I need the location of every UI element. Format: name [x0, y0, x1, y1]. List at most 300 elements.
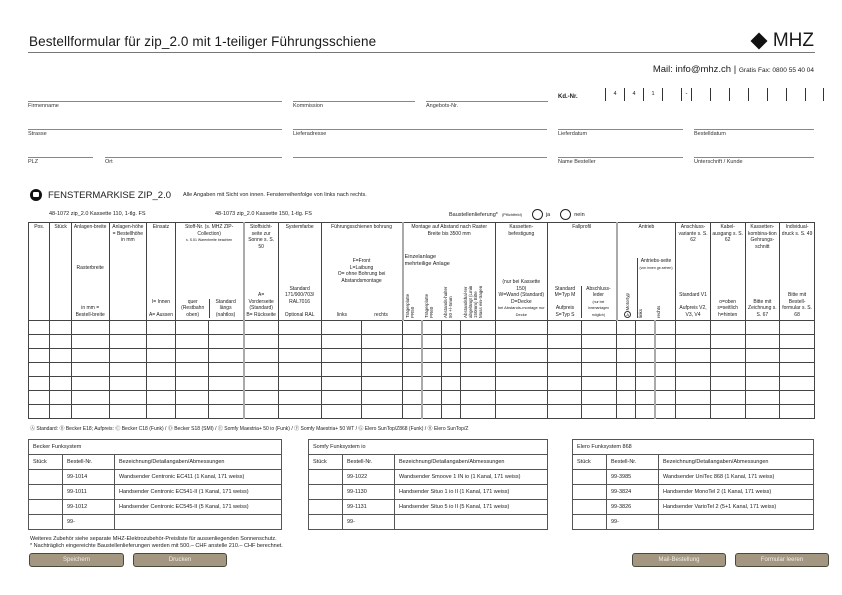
fallprofil-standard: Standard M=Typ M: [554, 285, 576, 298]
unterschrift-label: Unterschrift / Kunde: [694, 159, 743, 165]
order-row: [29, 405, 815, 419]
system-item-row: [29, 485, 282, 500]
order-cell[interactable]: [780, 391, 815, 405]
bohrung-ohne: O= ohne Bohrung bei Abstandsmontage: [337, 271, 386, 284]
quantity-input[interactable]: [573, 485, 607, 500]
order-cell[interactable]: [29, 363, 50, 377]
order-cell[interactable]: [780, 405, 815, 419]
order-cell[interactable]: [362, 377, 403, 391]
order-cell[interactable]: [617, 349, 636, 363]
radio-nein[interactable]: [560, 209, 571, 220]
name-besteller-field[interactable]: [558, 157, 683, 165]
order-cell[interactable]: [29, 377, 50, 391]
order-cell[interactable]: [655, 363, 675, 377]
kdnr-digit[interactable]: [805, 88, 824, 101]
order-cell[interactable]: [209, 349, 244, 363]
order-cell[interactable]: [244, 363, 279, 377]
order-number: 99-1012: [63, 500, 115, 515]
kdnr-digit[interactable]: 4: [624, 88, 643, 101]
order-cell[interactable]: [745, 349, 780, 363]
quantity-input[interactable]: [29, 500, 63, 515]
order-cell[interactable]: [676, 363, 711, 377]
abschlussleder-hint: (nur bei Innenanlagen möglich): [587, 299, 610, 317]
order-cell[interactable]: [29, 405, 50, 419]
kdnr-digit[interactable]: 4: [605, 88, 624, 101]
order-cell[interactable]: [109, 405, 147, 419]
order-cell[interactable]: [209, 377, 244, 391]
item-description: Wandsender Smoove 1 IN io (1 Kanal, 171 weiss): [395, 470, 548, 485]
order-cell[interactable]: [582, 321, 617, 335]
system-header-row: [573, 455, 814, 470]
order-cell[interactable]: [617, 335, 636, 349]
order-cell[interactable]: [50, 405, 71, 419]
order-cell[interactable]: [175, 405, 209, 419]
order-cell[interactable]: [175, 391, 209, 405]
table-header-row: [29, 223, 815, 321]
order-cell[interactable]: [278, 391, 321, 405]
quantity-input[interactable]: [573, 515, 607, 530]
order-cell[interactable]: [321, 363, 362, 377]
montage-einzel: Einzelanlage: [404, 254, 437, 260]
order-cell[interactable]: [582, 349, 617, 363]
order-cell[interactable]: [50, 363, 71, 377]
kombi-note: Bitte mit Zeichnung s. S. 67: [748, 298, 777, 318]
order-cell[interactable]: [422, 349, 441, 363]
order-cell[interactable]: [422, 335, 441, 349]
order-cell[interactable]: [582, 391, 617, 405]
antriebsseite-hint: (von innen ge-sehen): [639, 265, 673, 270]
order-cell[interactable]: [403, 363, 422, 377]
order-cell[interactable]: [422, 391, 441, 405]
order-cell[interactable]: [244, 405, 279, 419]
order-cell[interactable]: [676, 377, 711, 391]
angebots-nr-field[interactable]: [426, 101, 548, 109]
order-cell[interactable]: [109, 335, 147, 349]
order-cell[interactable]: [175, 321, 209, 335]
order-cell[interactable]: [441, 363, 460, 377]
order-cell[interactable]: [244, 377, 279, 391]
firmenname-field[interactable]: [28, 101, 282, 109]
product-kassette-150: 48-1073 zip_2.0 Kassette 150, 1-tlg. FS: [215, 211, 312, 217]
radio-ja[interactable]: [532, 209, 543, 220]
order-cell[interactable]: [582, 377, 617, 391]
order-cell[interactable]: [321, 391, 362, 405]
col-pos: [29, 223, 50, 321]
order-cell[interactable]: [362, 321, 403, 335]
order-cell[interactable]: [278, 377, 321, 391]
order-cell[interactable]: [321, 349, 362, 363]
order-cell[interactable]: [617, 321, 636, 335]
order-cell[interactable]: [582, 405, 617, 419]
order-cell[interactable]: [403, 321, 422, 335]
print-button[interactable]: Drucken: [133, 553, 227, 567]
order-cell[interactable]: [461, 377, 496, 391]
order-cell[interactable]: [655, 349, 675, 363]
order-cell[interactable]: [321, 335, 362, 349]
order-cell[interactable]: [710, 377, 745, 391]
order-cell[interactable]: [50, 391, 71, 405]
order-cell[interactable]: [461, 363, 496, 377]
item-description[interactable]: [115, 515, 282, 530]
order-cell[interactable]: [244, 349, 279, 363]
system-item-row: [309, 500, 548, 515]
order-cell[interactable]: [676, 405, 711, 419]
kdnr-digit[interactable]: [662, 88, 681, 101]
becker-table: [28, 439, 282, 530]
order-number: 99-1022: [343, 470, 395, 485]
system-title-row: [29, 440, 282, 455]
order-cell[interactable]: [710, 321, 745, 335]
breite-label: Anlagen-breite: [73, 224, 107, 230]
order-cell[interactable]: [71, 391, 109, 405]
order-cell[interactable]: [441, 377, 460, 391]
plz-label: PLZ: [28, 159, 39, 165]
quantity-input[interactable]: [309, 485, 343, 500]
page-title: Bestellformular für zip_2.0 mit 1-teiliger Führungsschiene: [29, 34, 377, 49]
order-cell[interactable]: [209, 391, 244, 405]
order-cell[interactable]: [655, 335, 675, 349]
order-cell[interactable]: [278, 405, 321, 419]
order-number: 99-3985: [607, 470, 659, 485]
strasse-field[interactable]: [28, 129, 282, 137]
order-cell[interactable]: [422, 377, 441, 391]
order-cell[interactable]: [547, 363, 582, 377]
order-number[interactable]: 99-: [607, 515, 659, 530]
order-cell[interactable]: [71, 363, 109, 377]
order-cell[interactable]: [175, 349, 209, 363]
baustelle-label: Baustellenlieferung*: [449, 211, 498, 218]
product-kassette-110: 48-1072 zip_2.0 Kassette 110, 1-tlg. FS: [49, 211, 146, 217]
order-cell[interactable]: [780, 377, 815, 391]
montage-mehrteilig: mehrteilige Anlage: [404, 260, 450, 267]
order-cell[interactable]: [710, 405, 745, 419]
kassette-decke: D=Decke: [510, 298, 532, 305]
order-cell[interactable]: [175, 363, 209, 377]
save-button[interactable]: Speichern: [29, 553, 124, 567]
bohrung-rechts: rechts: [374, 311, 388, 318]
item-description[interactable]: [395, 515, 548, 530]
order-cell[interactable]: [362, 335, 403, 349]
order-cell[interactable]: [147, 405, 176, 419]
order-cell[interactable]: [461, 349, 496, 363]
order-cell[interactable]: [745, 363, 780, 377]
order-cell[interactable]: [495, 321, 547, 335]
unterschrift-field[interactable]: [694, 157, 814, 165]
system-title: Somfy Funksystem io: [309, 440, 548, 455]
system-column-header: Bestell-Nr.: [343, 455, 395, 470]
order-number: 99-3826: [607, 500, 659, 515]
system-column-header: Bestell-Nr.: [607, 455, 659, 470]
item-description[interactable]: [659, 515, 814, 530]
order-cell[interactable]: [147, 321, 176, 335]
order-cell[interactable]: [676, 349, 711, 363]
order-cell[interactable]: [547, 391, 582, 405]
kdnr-digit[interactable]: 1: [643, 88, 662, 101]
order-cell[interactable]: [710, 391, 745, 405]
col-montage: [403, 223, 496, 321]
mail-order-button[interactable]: Mail-Bestellung: [632, 553, 726, 567]
order-cell[interactable]: [362, 349, 403, 363]
col-druck: [780, 223, 815, 321]
system-item-row: [573, 470, 814, 485]
system-header-row: [29, 455, 282, 470]
order-cell[interactable]: [422, 321, 441, 335]
clear-form-button[interactable]: Formular leeren: [735, 553, 829, 567]
einsatz-innen: I= Innen: [151, 298, 171, 305]
order-cell[interactable]: [175, 377, 209, 391]
order-cell[interactable]: [71, 377, 109, 391]
traegerplatte-pr50: Trägerplatte PR50: [404, 293, 415, 318]
quantity-input[interactable]: [29, 470, 63, 485]
order-cell[interactable]: [461, 335, 496, 349]
order-cell[interactable]: [71, 321, 109, 335]
order-cell[interactable]: [147, 363, 176, 377]
order-cell[interactable]: [50, 349, 71, 363]
col-antrieb: [617, 223, 676, 321]
order-cell[interactable]: [278, 363, 321, 377]
order-cell[interactable]: [745, 405, 780, 419]
stoff-hint: s. S.51 Warenbreite beachten: [186, 238, 233, 242]
order-cell[interactable]: [71, 335, 109, 349]
ort-field[interactable]: [105, 157, 282, 165]
system-item-row: [573, 485, 814, 500]
option-nein[interactable]: [560, 209, 584, 220]
order-cell[interactable]: [209, 405, 244, 419]
elero-table: [572, 439, 814, 530]
order-cell[interactable]: [403, 349, 422, 363]
order-cell[interactable]: [780, 363, 815, 377]
order-cell[interactable]: [147, 335, 176, 349]
contact-fax: Gratis Fax: 0800 55 40 04: [738, 67, 814, 74]
order-cell[interactable]: [362, 405, 403, 419]
order-cell[interactable]: [50, 377, 71, 391]
order-number[interactable]: 99-: [63, 515, 115, 530]
order-cell[interactable]: [50, 321, 71, 335]
order-row: [29, 349, 815, 363]
col-farbe: [278, 223, 321, 321]
order-cell[interactable]: [321, 321, 362, 335]
order-number[interactable]: 99-: [343, 515, 395, 530]
system-item-row: [29, 515, 282, 530]
order-cell[interactable]: [676, 335, 711, 349]
kassette-wand: W=Wand (Standard): [498, 292, 545, 298]
order-cell[interactable]: [780, 349, 815, 363]
order-cell[interactable]: [403, 405, 422, 419]
contact-line: [653, 64, 814, 75]
order-cell[interactable]: [109, 321, 147, 335]
section-note: Alle Angaben mit Sicht von innen. Fensterreihenfolge von links nach rechts.: [183, 192, 367, 198]
item-description: Handsender Situo 5 io II (5 Kanal, 171 weiss): [395, 500, 548, 515]
order-cell[interactable]: [617, 405, 636, 419]
bestellbreite-label: in mm = Bestell-breite: [75, 305, 105, 318]
order-cell[interactable]: [209, 321, 244, 335]
order-cell[interactable]: [109, 363, 147, 377]
item-description: Handsender MonoTel 2 (1 Kanal, 171 weiss): [659, 485, 814, 500]
order-row: [29, 363, 815, 377]
quantity-input[interactable]: [309, 515, 343, 530]
order-cell[interactable]: [636, 377, 655, 391]
kdnr-digit[interactable]: [729, 88, 748, 101]
order-cell[interactable]: [495, 391, 547, 405]
order-cell[interactable]: [362, 363, 403, 377]
bohrung-front: F=Front: [352, 258, 371, 264]
quantity-input[interactable]: [573, 500, 607, 515]
order-cell[interactable]: [655, 405, 675, 419]
order-cell[interactable]: [441, 405, 460, 419]
order-cell[interactable]: [495, 363, 547, 377]
order-cell[interactable]: [495, 405, 547, 419]
order-cell[interactable]: [495, 335, 547, 349]
order-cell[interactable]: [244, 321, 279, 335]
lieferdatum-field[interactable]: [558, 129, 683, 137]
kdnr-digit[interactable]: [767, 88, 786, 101]
order-cell[interactable]: [676, 321, 711, 335]
strasse-label: Strasse: [28, 131, 47, 137]
order-cell[interactable]: [441, 391, 460, 405]
order-cell[interactable]: [547, 349, 582, 363]
order-row: [29, 335, 815, 349]
order-cell[interactable]: [780, 321, 815, 335]
abschlussleder: Abschluss-leder: [586, 285, 611, 298]
order-cell[interactable]: [655, 321, 675, 335]
order-cell[interactable]: [50, 335, 71, 349]
order-cell[interactable]: [278, 349, 321, 363]
order-cell[interactable]: [147, 391, 176, 405]
order-cell[interactable]: [71, 405, 109, 419]
plz-field[interactable]: [28, 157, 93, 165]
system-column-header: Bestell-Nr.: [63, 455, 115, 470]
order-cell[interactable]: [547, 405, 582, 419]
quantity-input[interactable]: [29, 485, 63, 500]
order-cell[interactable]: [403, 335, 422, 349]
order-cell[interactable]: [710, 349, 745, 363]
bohrung-links: links: [337, 311, 348, 318]
order-cell[interactable]: [745, 377, 780, 391]
order-cell[interactable]: [441, 349, 460, 363]
order-cell[interactable]: [362, 391, 403, 405]
item-description: Wandsender Centronic EC411 (1 Kanal, 171 weiss): [115, 470, 282, 485]
order-cell[interactable]: [461, 391, 496, 405]
order-cell[interactable]: [745, 321, 780, 335]
option-ja[interactable]: [532, 209, 550, 220]
order-cell[interactable]: [244, 335, 279, 349]
order-cell[interactable]: [422, 363, 441, 377]
item-description: Handsender Centronic EC541-II (1 Kanal, 171 weiss): [115, 485, 282, 500]
order-cell[interactable]: [780, 335, 815, 349]
order-cell[interactable]: [745, 335, 780, 349]
kdnr-digit[interactable]: [748, 88, 767, 101]
order-cell[interactable]: [321, 377, 362, 391]
sicht-rueckseite: B= Rückseite: [246, 311, 276, 318]
order-cell[interactable]: [29, 335, 50, 349]
system-column-header: Bezeichnung/Detailangaben/Abmessungen: [659, 455, 814, 470]
quantity-input[interactable]: [309, 500, 343, 515]
order-cell[interactable]: [147, 349, 176, 363]
quantity-input[interactable]: [573, 470, 607, 485]
order-cell[interactable]: [495, 349, 547, 363]
kdnr-digit[interactable]: [691, 88, 710, 101]
order-cell[interactable]: [29, 349, 50, 363]
order-cell[interactable]: [461, 321, 496, 335]
order-cell[interactable]: [461, 405, 496, 419]
order-cell[interactable]: [147, 377, 176, 391]
order-cell[interactable]: [403, 391, 422, 405]
lieferadresse-line2[interactable]: [293, 157, 547, 159]
order-cell[interactable]: [495, 377, 547, 391]
order-cell[interactable]: [244, 391, 279, 405]
order-cell[interactable]: [636, 363, 655, 377]
order-cell[interactable]: [582, 363, 617, 377]
order-cell[interactable]: [636, 321, 655, 335]
order-cell[interactable]: [109, 349, 147, 363]
lieferadresse-field[interactable]: [293, 129, 547, 137]
order-cell[interactable]: [655, 391, 675, 405]
order-cell[interactable]: [636, 335, 655, 349]
order-cell[interactable]: [109, 391, 147, 405]
order-cell[interactable]: [422, 405, 441, 419]
order-cell[interactable]: [175, 335, 209, 349]
quantity-input[interactable]: [309, 470, 343, 485]
order-cell[interactable]: [29, 391, 50, 405]
kdnr-digit[interactable]: [786, 88, 805, 101]
order-cell[interactable]: [109, 377, 147, 391]
ja-label: ja: [545, 211, 551, 218]
footer-note-accessories: Weiteres Zubehör siehe separate MHZ-Elektrozubehör-Preisliste für aussenliegenden Sonnenschutz.: [30, 536, 277, 542]
order-row: [29, 321, 815, 335]
contact-separator: |: [733, 64, 737, 75]
order-cell[interactable]: [617, 363, 636, 377]
bestelldatum-field[interactable]: [694, 129, 814, 137]
order-cell[interactable]: [745, 391, 780, 405]
order-cell[interactable]: [403, 377, 422, 391]
order-cell[interactable]: [636, 391, 655, 405]
order-number: 99-1130: [343, 485, 395, 500]
antrieb-label: Antrieb: [638, 224, 655, 230]
order-cell[interactable]: [547, 377, 582, 391]
order-cell[interactable]: [321, 405, 362, 419]
ort-label: Ort: [105, 159, 113, 165]
kommission-field[interactable]: [293, 101, 415, 109]
system-item-row: [29, 500, 282, 515]
order-cell[interactable]: [278, 335, 321, 349]
order-cell[interactable]: [209, 363, 244, 377]
order-cell[interactable]: [547, 335, 582, 349]
order-cell[interactable]: [636, 405, 655, 419]
order-cell[interactable]: [582, 335, 617, 349]
order-cell[interactable]: [71, 349, 109, 363]
order-cell[interactable]: [547, 321, 582, 335]
order-cell[interactable]: [617, 377, 636, 391]
order-cell[interactable]: [710, 335, 745, 349]
order-number: 99-1014: [63, 470, 115, 485]
order-cell[interactable]: [617, 391, 636, 405]
order-cell[interactable]: [655, 377, 675, 391]
order-cell[interactable]: [29, 321, 50, 335]
order-cell[interactable]: [710, 363, 745, 377]
quantity-input[interactable]: [29, 515, 63, 530]
order-cell[interactable]: [636, 349, 655, 363]
order-cell[interactable]: [441, 321, 460, 335]
order-cell[interactable]: [278, 321, 321, 335]
lieferdatum-label: Lieferdatum: [558, 131, 588, 137]
kdnr-dash: -: [681, 88, 691, 101]
order-cell[interactable]: [441, 335, 460, 349]
kdnr-digit[interactable]: [710, 88, 729, 101]
order-cell[interactable]: [676, 391, 711, 405]
order-cell[interactable]: [209, 335, 244, 349]
stoff-label: Stoff-Nr. (s. MHZ ZIP-Collection): [185, 224, 234, 237]
system-item-row: [309, 515, 548, 530]
